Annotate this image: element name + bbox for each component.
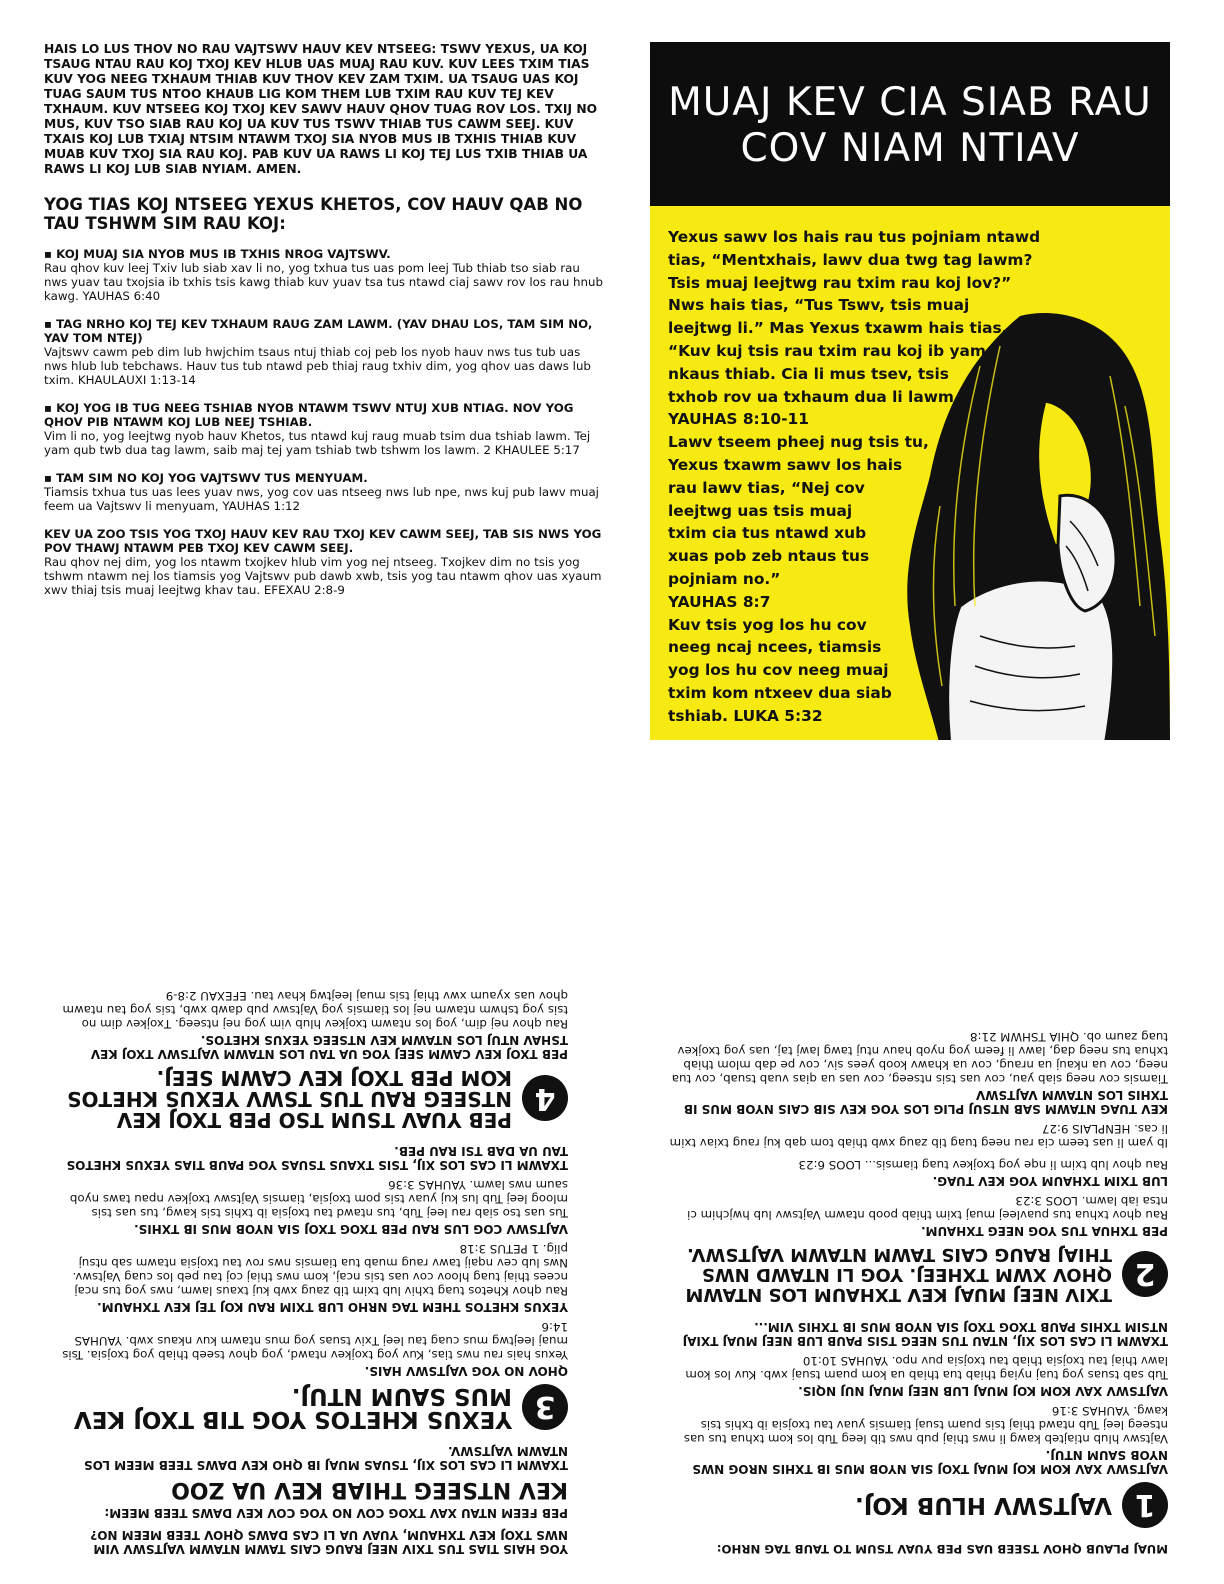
salvation-prayer: HAIS LO LUS THOV NO RAU VAJTSWV HAUV KEV NTSEEG: TSWV YEXUS, UA KOJ TSAUG NTAU RAU KOJ TXOJ KEV HLUB UAS MUAJ RAU KUV. KUV LEES TXIM TIAS KUV YOG NEEG TXHAUM THIAB KUV THOV KEV ZAM TXIM. UA TSAUG UAS KOJ TUAG SAUM TUS NTOO KHAUB LIG KOM THEM LUB TXIM RAU KUV TEJ KEV TXHAUM. KUV NTSEEG KOJ TXOJ KEV SAWV HAUV QHOV TUAG ROV LOS. TXIJ NO MUS, KUV TSO SIAB RAU KOJ UA KUV TUS TSWV THIAB TUS CAWM SEEJ. KUV TXAIS KOJ LUB TXIAJ NTSIM NTAWM TXOJ SIA NYOB MUS IB TXHIS THIAB KUV MUAB KUV TXOJ SIA RAU KOJ. PAB KUV UA RAWS LI KOJ TEJ LUS TXIB THIAB UA RAWS LI KOJ LUB SIAB NYIAM. AMEN.	[44, 42, 598, 176]
cover-title	[668, 80, 1152, 172]
step-number-badge: 2	[1122, 1251, 1168, 1297]
item-body: Vim li no, yog leejtwg nyob hauv Khetos, tus ntawd kuj raug muab tsim dua tshiab lawm. Tej yam qub twb dua tag lawm, saib maj tej yam tshiab twb tshwm los lawm. 2 KHAULEE 5:17	[44, 429, 591, 457]
verse-line: leejtwg li.” Mas Yexus txawm hais tias,	[668, 319, 1008, 338]
step-subheading: VAJTSWV XAV KOM KOJ MUAJ LUB NEEJ MUAJ NUJ NQIS.	[798, 1384, 1168, 1398]
cover-title-line-1: MUAJ KEV CIA SIAB RAU	[668, 80, 1152, 125]
verse-line: YAUHAS 8:7	[668, 592, 771, 611]
step-body: Tub sab tsuas yog tuaj nyiag thiab tua thiab ua kom puam tsuaj xwb. Kuv los kom lawv thiaj tau txojsia thiab tau txojsia puv npo. YAUHAS 10:10	[685, 1354, 1168, 1382]
step-title: YEXUS KHETOS YOG TIB TXOJ KEV MUS SAUM NTUJ.	[73, 1383, 512, 1432]
verse-line: Tsis muaj leejtwg rau txim rau koj lov?”	[668, 273, 1012, 292]
prayer-panel	[44, 42, 604, 611]
step-body: Rau qhov lub txim li nqe yog txojkev tuag tiamsis... LOOS 6:23	[798, 1158, 1168, 1172]
step-subheading: VAJTSWV COG LUS RAU PEB TXOG TXOJ SIA NYOB MUS IB TXHIS.	[134, 1222, 568, 1236]
cover-body	[650, 206, 1170, 740]
item-body: Rau qhov kuv leej Txiv lub siab xav li no, yog txhua tus uas pom leej Tub thiab tso siab rau nws yuav tau txojsia ib txhis tsis kawg thiab kuv yuav tsa tus ntawd ciaj sawv rov los rau hnub kawg. YAUHAS 6:40	[44, 261, 603, 303]
cover-header	[650, 42, 1170, 206]
item-title: KOJ MUAJ SIA NYOB MUS IB TXHIS NROG VAJTSWV.	[56, 247, 391, 261]
step-subheading: PEB TXHUA TUS YOG NEEG TXHAUM.	[921, 1224, 1168, 1238]
verse-line: Yexus txawm sawv los hais	[668, 455, 903, 474]
step-body: Tiamsis cov neeg siab yau, cov uas tsis ntseeg, cov uas ua qias vuab tsuab, cov tua neeg, cov ua nkauj ua nraug, cov ua khawv koob yees siv, cov pe dab mlom thiab txhua tus neeg dag, lawv li feem yog nyob hauv ntuj tawg lawj taj, uas yog txojkev tuag zaum ob. QHIA TSHWM 21:8	[671, 1030, 1168, 1086]
four-truths-panel	[668, 1030, 1168, 1556]
step-body: Vajtswv hlub ntiajteb kawg li nws thiaj pub nws tib leeg Tub los kom txhua tus uas ntseeg leej Tub ntawd thiaj tsis puam tsuaj tiamsis yuav tau txojsia ib txhis tsis kawg. YAUHAS 3:16	[683, 1404, 1168, 1446]
solution-subheading: PEB FEEM NTAU XAV TXOG COV NO YOG COV KEV DAWS TEEB MEEM:	[104, 1506, 568, 1520]
solution-panel	[58, 989, 568, 1556]
item-title: TAG NRHO KOJ TEJ KEV TXHAUM RAUG ZAM LAWM. (YAV DHAU LOS, TAM SIM NO, YAV TOM NTEJ)	[44, 317, 593, 345]
bullet-icon: ▪	[44, 317, 52, 331]
solution-subheading: TXAWM LI CAS LOS XIJ, TSUAS MUAJ IB QHO KEV DAWS TEEB MEEM LOS NTAWM VAJTSWV.	[83, 1444, 568, 1472]
step-body: Yexus hais rau nws tias, Kuv yog txojkev ntawd, yog qhov tseeb thiab yog txojsia. Tsis muaj leejtwg mus cuag tau leej Txiv tsuas yog mus ntawm kuv nkaus xwb. YAUHAS 14:6	[62, 1320, 568, 1362]
verse-line: rau lawv tias, “Nej cov	[668, 478, 865, 497]
step-body: Rau qhov Khetos tuag txhiv lub txim tib zaug xwb kuj txaus lawm, nws yog tus ncaj ncees thiaj tuag hloov cov uas tsis ncaj, kom nws thiaj coj tau peb los cuag Vajtswv. Nws lub cev nqaij tawv raug muab tua tiamsis nws rov tau txojsia ntawm sab ntsuj plig. 1 PETUS 3:18	[72, 1242, 568, 1298]
step-1	[668, 1320, 1168, 1528]
verse-line: tias, “Mentxhais, lawv dua twg tag lawm?	[668, 250, 1033, 269]
solution-question: YOG HAIS TIAS TUS TXIV NEEJ RAUG CAIS TAWM NTAWM VAJTSWV VIM NWS TXOJ KEV TXHAUM, YUAV UA LI CAS DAWS QHOV TEEB MEEM NO?	[90, 1528, 568, 1556]
step-number-badge: 1	[1122, 1482, 1168, 1528]
list-item	[44, 247, 604, 303]
cover-title-line-2: COV NIAM NTIAV	[740, 126, 1080, 171]
verse-line: yog los hu cov neeg muaj	[668, 661, 889, 680]
solution-big-title: KEV NTSEEG THIAB KEV UA ZOO	[171, 1477, 568, 1502]
step-subheading: YEXUS KHETOS THEM TAG NRHO LUB TXIM RAU KOJ TEJ KEV TXHAUM.	[97, 1300, 568, 1314]
verse-line: Lawv tseem pheej nug tsis tu,	[668, 433, 929, 452]
verse-line: “Kuv kuj tsis rau txim rau koj ib yam	[668, 341, 986, 360]
item-body: Vajtswv cawm peb dim lub hwjchim tsaus ntuj thiab coj peb los nyob hauv nws tus tub uas nws hlub lub tebchaws. Hauv tus tub ntawd peb thiaj raug txhiv dim, yog qhov uas daws lub txim. KHAULAUXI 1:13-14	[44, 345, 591, 387]
step-subheading: TXAWM LI CAS LOS XIJ, NTAU TUS NEEG TSIS PAUB LUB NEEJ MUAJ TXIAJ NTSIM TXHIS PAUB TXOG TXOJ SIA NYOB MUS IB TXHIS VIM...	[682, 1320, 1168, 1348]
list-item	[44, 471, 604, 513]
closing-section	[44, 527, 604, 597]
four-truths-intro: MUAJ PLAUB QHOV TSEEB UAS PEB YUAV TSUM TO TAUB TAG NRHO:	[716, 1542, 1168, 1556]
step-number-badge: 3	[522, 1384, 568, 1430]
verse-line: tshiab. LUKA 5:32	[668, 706, 823, 725]
step-4	[58, 989, 568, 1130]
item-title: KOJ YOG IB TUG NEEG TSHIAB NYOB NTAWM TSWV NTUJ XUB NTIAG. NOV YOG QHOV PIB NTAWM KOJ LUB NEEJ TSHIAB.	[44, 401, 574, 429]
verse-line: Yexus sawv los hais rau tus pojniam ntawd	[668, 228, 1041, 246]
item-body: Tiamsis txhua tus uas lees yuav nws, yog cov uas ntseeg nws lub npe, nws kuj pub lawv muaj feem ua Vajtswv li menyuam, YAUHAS 1:12	[44, 485, 599, 513]
step-body: Rau qhov nej dim, yog los ntawm txojkev hlub vim yog nej ntseeg. Txojkev dim no tsis yog tshwm ntawm nej los tiamsis yog Vajtswv pub dawb xwb, tsis yog tau ntawm qhov uas xyaum xwv thiaj tsis muaj leejtwg khav tau. EFEXAU 2:8-9	[62, 989, 568, 1031]
verse-line: xuas pob zeb ntaus tus	[668, 547, 870, 566]
verse-line: YAUHAS 8:10-11	[668, 410, 809, 429]
step-title: VAJTSWV HLUB KOJ.	[855, 1492, 1112, 1519]
step-body: Ib yam li uas teem cia rau neeg tuag tib zaug xwb thiab tom qab kuj raug txiav txim li cas. HENPLAIS 9:27	[669, 1122, 1168, 1150]
verse-line: Nws hais tias, “Tus Tswv, tsis muaj	[668, 296, 970, 315]
item-title: TAM SIM NO KOJ YOG VAJTSWV TUS MENYUAM.	[56, 471, 368, 485]
step-body: Tus uas tso siab rau leej Tub, tus ntawd tau txojsia ib txhis tsis kawg, tus uas tsis mloog leej Tub lus kuj yuav tsis pom txojsia, tiamsis Vajtswv txojkev npau taws nyob saum nws lawm. YAUHAS 3:36	[69, 1178, 568, 1220]
step-subheading: LUB TXIM TXHAUM YOG KEV TUAG.	[932, 1174, 1168, 1188]
back-side	[0, 792, 1224, 1584]
step-body: Rau qhov txhua tus puavleej muaj txim thiab poob ntawm Vajtswv lub hwjchim ci ntsa iab lawm. LOOS 3:23	[687, 1194, 1168, 1222]
step-number-badge: 4	[522, 1076, 568, 1122]
section-heading: YOG TIAS KOJ NTSEEG YEXUS KHETOS, COV HAUV QAB NO TAU TSHWM SIM RAU KOJ:	[44, 195, 583, 233]
step-title: PEB YUAV TSUM TSO PEB TXOJ KEV NTSEEG RAU TUS TSWV YEXUS KHETOS KOM PEB TXOJ KEV CAWM SEEJ.	[67, 1066, 512, 1132]
verse-line: neeg ncaj ncees, tiamsis	[668, 638, 882, 657]
scripture-quote	[668, 226, 1078, 728]
step-subheading: KEV TUAG NTAWM SAB NTSUJ PLIG LOS YOG KEV SIB CAIS NYOB MUS IB TXHIS LOS NTAWM VAJTSWV	[683, 1088, 1168, 1116]
cover-panel	[650, 42, 1170, 742]
closing-title: KEV UA ZOO TSIS YOG TXOJ HAUV KEV RAU TXOJ KEV CAWM SEEJ, TAB SIS NWS YOG POV THAWJ NTAWM PEB TXOJ KEV CAWM SEEJ.	[44, 527, 602, 555]
verse-line: txim kom ntxeev dua siab	[668, 683, 892, 702]
step-3	[58, 1144, 568, 1430]
verse-line: pojniam no.”	[668, 569, 781, 588]
step-subheading: VAJTSWV XAV KOM KOJ MUAJ TXOJ SIA NYOB MUS IB TXHIS NROG NWS NYOB SAUM NTUJ.	[692, 1448, 1168, 1476]
bullet-icon: ▪	[44, 247, 52, 261]
list-item	[44, 317, 604, 387]
verse-line: Kuv tsis yog los hu cov	[668, 615, 867, 634]
step-title: TXIV NEEJ MUAJ KEV TXHAUM LOS NTAWM QHOV XWM TXHEEJ. YOG LI NTAWD NWS THIAJ RAUG CAIS TAWM NTAWM VAJTSWV.	[685, 1244, 1112, 1305]
step-subheading: QHOV NO YOG VAJTSWV HAIS.	[364, 1364, 568, 1378]
step-subheading: TXAWM LI CAS LOS XIJ, TSIS TXAUS TSUAS YOG PAUB TIAS YEXUS KHETOS TAU UA DAB TSI RAU PEB.	[66, 1144, 568, 1172]
verse-line: txhob rov ua txhaum dua li lawm.”	[668, 387, 970, 406]
closing-body: Rau qhov nej dim, yog los ntawm txojkev hlub vim yog nej ntseeg. Txojkev dim no tsis yog tshwm ntawm nej los tiamsis yog Vajtswv pub dawb xwb, tsis yog tau ntawm qhov uas xyaum xwv thiaj tsis muaj leejtwg khav tau. EFEXAU 2:8-9	[44, 555, 602, 597]
step-2	[668, 1030, 1168, 1304]
list-item	[44, 401, 604, 457]
verse-line: leejtwg uas tsis muaj	[668, 501, 853, 520]
step-subheading: PEB TXOJ KEV CAWM SEEJ YOG UA TAU LOS NTAWM VAJTSWV TXOJ KEV TSHAV NTUJ LOS NTAWM KEV NTSEEG YEXUS KHETOS.	[90, 1033, 568, 1061]
bullet-icon: ▪	[44, 401, 52, 415]
bullet-icon: ▪	[44, 471, 52, 485]
verse-line: txim cia tus ntawd xub	[668, 524, 867, 543]
verse-line: nkaus thiab. Cia li mus tsev, tsis	[668, 364, 949, 383]
